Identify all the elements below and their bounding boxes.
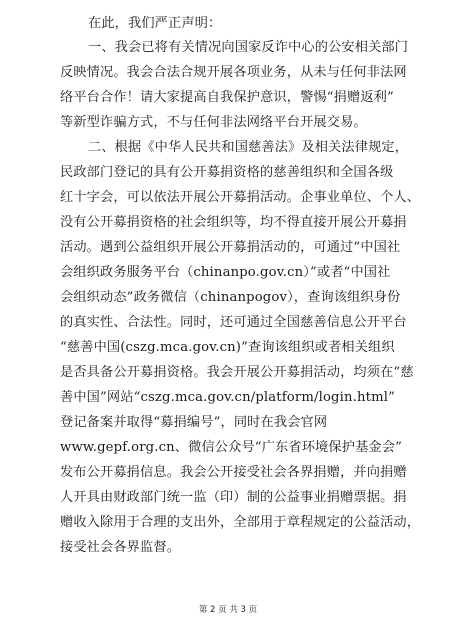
- text-line: 活动。遇到公益组织开展公开募捐活动的，可通过“中国社: [60, 240, 401, 255]
- text-line: 民政部门登记的具有公开募捐资格的慈善组织和全国各级: [60, 165, 394, 180]
- text-line: 络平台合作！请大家提高自我保护意识，警惕“捐赠返利”: [60, 90, 394, 105]
- text-line: 等新型诈骗方式，不与任何非法网络平台开展交易。: [60, 115, 367, 130]
- text-line: “慈善中国(cszg.mca.gov.cn)”查询该组织或者相关组织: [60, 340, 395, 355]
- text-line: 会组织政务服务平台（chinanpo.gov.cn）”或者“中国社: [60, 265, 391, 280]
- text-line: 赠收入除用于合理的支出外，全部用于章程规定的公益活动，: [60, 515, 421, 530]
- text-line: 是否具备公开募捐资格。我会开展公开募捐活动，均须在“慈: [60, 365, 414, 380]
- text-line: 发布公开募捐信息。我会公开接受社会各界捐赠，并向捐赠: [60, 465, 407, 480]
- text-line: 登记备案并取得“募捐编号”，同时在我会官网: [60, 415, 328, 430]
- text-line: 在此，我们严正声明：: [88, 16, 222, 31]
- text-line: 二、根据《中华人民共和国慈善法》及相关法律规定，: [88, 140, 409, 155]
- text-line: 一、我会已将有关情况向国家反诈中心的公安相关部门: [88, 40, 409, 55]
- text-line: 反映情况。我会合法合规开展各项业务，从未与任何非法网: [60, 65, 407, 80]
- text-line: 没有公开募捐资格的社会组织等，均不得直接开展公开募捐: [60, 215, 407, 230]
- text-line: www.gepf.org.cn、微信公众号“广东省环境保护基金会”: [60, 440, 402, 455]
- page-number: 第 2 页 共 3 页: [198, 605, 258, 615]
- text-line: 善中国”网站“cszg.mca.gov.cn/platform/login.html”: [60, 390, 395, 405]
- text-line: 的真实性、合法性。同时，还可通过全国慈善信息公开平台: [60, 315, 407, 330]
- text-line: 会组织动态”政务微信（chinanpogov），查询该组织身份: [60, 290, 401, 305]
- text-line: 红十字会，可以依法开展公开募捐活动。企事业单位、个人、: [60, 190, 421, 205]
- text-line: 人开具由财政部门统一监（印）制的公益事业捐赠票据。捐: [60, 490, 407, 505]
- text-line: 接受社会各界监督。: [60, 540, 181, 555]
